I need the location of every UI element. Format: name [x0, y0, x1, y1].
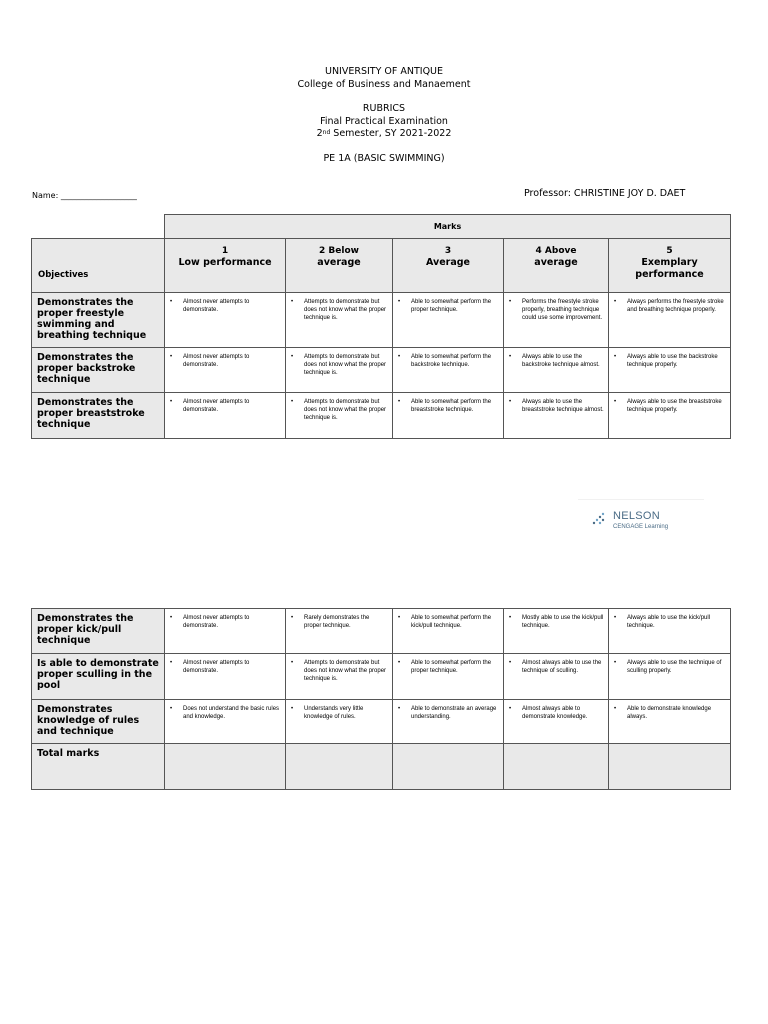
rubric-table-page2	[31, 608, 731, 790]
objective-label: Is able to demonstrate proper sculling in the pool	[32, 654, 165, 700]
criterion-cell	[165, 609, 286, 654]
logo-brand: NELSON	[613, 510, 661, 522]
criterion-text: Attempts to demonstrate but does not know what the proper technique is.	[304, 660, 387, 682]
criterion-cell	[165, 700, 286, 744]
total-cell	[609, 744, 731, 790]
criterion-cell	[393, 654, 504, 700]
criterion-cell	[286, 393, 393, 439]
total-cell	[286, 744, 393, 790]
college-name: College of Business and Manaement	[297, 78, 471, 90]
marks-header: Marks	[165, 215, 731, 239]
criterion-cell	[393, 393, 504, 439]
criterion-text: Attempts to demonstrate but does not know what the proper technique is.	[304, 299, 387, 321]
level-2-header: 2 Below average	[286, 239, 393, 293]
bullet-icon: •	[291, 299, 294, 305]
criterion-cell	[504, 393, 609, 439]
bullet-icon: •	[398, 615, 401, 621]
level-1-header: 1 Low performance	[165, 239, 286, 293]
bullet-icon: •	[170, 660, 173, 666]
criterion-cell	[609, 393, 731, 439]
criterion-cell	[504, 654, 609, 700]
rubric-rows-page2	[32, 609, 731, 744]
criterion-cell	[393, 609, 504, 654]
bullet-icon: •	[170, 299, 173, 305]
criterion-cell	[165, 293, 286, 348]
criterion-text: Able to somewhat perform the proper technique.	[411, 299, 492, 313]
criterion-text: Almost always able to demonstrate knowledge.	[522, 706, 588, 720]
objective-label: Demonstrates the proper kick/pull technique	[32, 609, 165, 654]
bullet-icon: •	[509, 299, 512, 305]
nelson-logo	[578, 499, 704, 536]
bullet-icon: •	[509, 615, 512, 621]
criterion-text: Always able to use the technique of sculling properly.	[627, 660, 722, 674]
criterion-cell	[393, 700, 504, 744]
rubric-row	[32, 348, 731, 393]
criterion-cell	[165, 393, 286, 439]
criterion-text: Able to somewhat perform the backstroke technique.	[411, 354, 492, 368]
criterion-cell	[504, 609, 609, 654]
objective-label: Demonstrates the proper backstroke technique	[32, 348, 165, 393]
bullet-icon: •	[291, 615, 294, 621]
bullet-icon: •	[614, 399, 617, 405]
total-label: Total marks	[32, 744, 165, 790]
document-header	[0, 66, 768, 165]
criterion-text: Always performs the freestyle stroke and breathing technique properly.	[627, 299, 724, 313]
bullet-icon: •	[509, 399, 512, 405]
criterion-text: Rarely demonstrates the proper technique.	[304, 615, 370, 629]
bullet-icon: •	[614, 706, 617, 712]
bullet-icon: •	[291, 399, 294, 405]
criterion-text: Always able to use the kick/pull technique.	[627, 615, 711, 629]
bullet-icon: •	[291, 354, 294, 360]
level-3-header: 3 Average	[393, 239, 504, 293]
criterion-cell	[609, 348, 731, 393]
criterion-text: Able to demonstrate knowledge always.	[627, 706, 712, 720]
criterion-cell	[609, 700, 731, 744]
rubric-rows-page1	[32, 293, 731, 439]
bullet-icon: •	[509, 354, 512, 360]
criterion-cell	[286, 348, 393, 393]
nelson-logo-icon	[592, 512, 606, 526]
bullet-icon: •	[509, 706, 512, 712]
objectives-header: Objectives	[32, 239, 165, 293]
bullet-icon: •	[398, 354, 401, 360]
professor-name: Professor: CHRISTINE JOY D. DAET	[524, 188, 686, 199]
total-row	[32, 744, 731, 790]
criterion-text: Almost never attempts to demonstrate.	[183, 299, 250, 313]
criterion-text: Almost never attempts to demonstrate.	[183, 354, 250, 368]
criterion-cell	[504, 348, 609, 393]
criterion-text: Understands very little knowledge of rules.	[304, 706, 364, 720]
name-field: Name: ___________________	[32, 191, 137, 200]
objective-label: Demonstrates knowledge of rules and technique	[32, 700, 165, 744]
rubric-row	[32, 700, 731, 744]
bullet-icon: •	[614, 660, 617, 666]
criterion-cell	[609, 293, 731, 348]
rubric-row	[32, 393, 731, 439]
bullet-icon: •	[398, 299, 401, 305]
criterion-cell	[504, 293, 609, 348]
bullet-icon: •	[398, 706, 401, 712]
criterion-text: Always able to use the breaststroke technique properly.	[627, 399, 722, 413]
bullet-icon: •	[170, 706, 173, 712]
criterion-text: Almost always able to use the technique of sculling.	[522, 660, 602, 674]
criterion-cell	[609, 609, 731, 654]
logo-sub: CENGAGE Learning	[613, 524, 669, 530]
course-title: PE 1A (BASIC SWIMMING)	[323, 152, 445, 164]
rubric-table-page1	[31, 214, 731, 439]
criterion-text: Always able to use the backstroke technique almost.	[522, 354, 600, 368]
rubric-row	[32, 654, 731, 700]
criterion-text: Able to somewhat perform the kick/pull technique.	[411, 615, 492, 629]
criterion-text: Attempts to demonstrate but does not know what the proper technique is.	[304, 354, 387, 376]
criterion-text: Almost never attempts to demonstrate.	[183, 615, 250, 629]
criterion-text: Able to demonstrate an average understanding.	[411, 706, 497, 720]
criterion-cell	[165, 348, 286, 393]
criterion-cell	[393, 348, 504, 393]
criterion-cell	[286, 654, 393, 700]
level-4-header: 4 Above average	[504, 239, 609, 293]
criterion-cell	[165, 654, 286, 700]
criterion-cell	[286, 700, 393, 744]
exam-title: Final Practical Examination	[320, 115, 448, 127]
bullet-icon: •	[614, 615, 617, 621]
criterion-text: Performs the freestyle stroke properly, breathing technique could use some improvement.	[522, 299, 603, 321]
bullet-icon: •	[614, 354, 617, 360]
semester: 2nd Semester, SY 2021-2022	[316, 128, 452, 139]
bullet-icon: •	[291, 660, 294, 666]
criterion-text: Always able to use the breaststroke technique almost.	[522, 399, 604, 413]
criterion-cell	[286, 293, 393, 348]
criterion-text: Mostly able to use the kick/pull technique.	[522, 615, 604, 629]
total-cell	[393, 744, 504, 790]
rubric-row	[32, 293, 731, 348]
total-cell	[165, 744, 286, 790]
objective-label: Demonstrates the proper breaststroke technique	[32, 393, 165, 439]
criterion-text: Does not understand the basic rules and knowledge.	[183, 706, 280, 720]
doc-type: RUBRICS	[362, 103, 406, 114]
criterion-text: Almost never attempts to demonstrate.	[183, 399, 250, 413]
criterion-text: Attempts to demonstrate but does not know what the proper technique is.	[304, 399, 387, 421]
bullet-icon: •	[170, 615, 173, 621]
total-cell	[504, 744, 609, 790]
bullet-icon: •	[398, 660, 401, 666]
rubric-row	[32, 609, 731, 654]
criterion-cell	[393, 293, 504, 348]
criterion-cell	[504, 700, 609, 744]
criterion-text: Almost never attempts to demonstrate.	[183, 660, 250, 674]
objective-label: Demonstrates the proper freestyle swimming and breathing technique	[32, 293, 165, 348]
university-name: UNIVERSITY OF ANTIQUE	[324, 66, 444, 77]
bullet-icon: •	[170, 399, 173, 405]
bullet-icon: •	[170, 354, 173, 360]
level-5-header: 5 Exemplary performance	[609, 239, 731, 293]
criterion-text: Able to somewhat perform the breaststroke technique.	[411, 399, 492, 413]
bullet-icon: •	[291, 706, 294, 712]
criterion-text: Able to somewhat perform the proper technique.	[411, 660, 492, 674]
criterion-cell	[286, 609, 393, 654]
bullet-icon: •	[509, 660, 512, 666]
bullet-icon: •	[398, 399, 401, 405]
criterion-cell	[609, 654, 731, 700]
bullet-icon: •	[614, 299, 617, 305]
criterion-text: Always able to use the backstroke technique properly.	[627, 354, 718, 368]
